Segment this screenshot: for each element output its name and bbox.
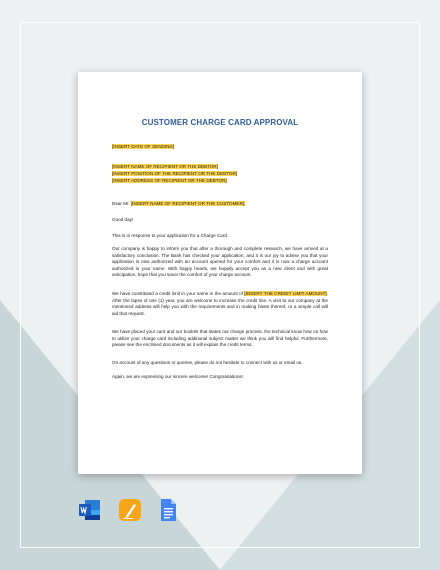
greeting: Good day! — [112, 217, 134, 222]
document-page — [78, 72, 362, 474]
recipient-name-line — [112, 164, 328, 171]
paragraph-3-start: We have constituted a credit limit in your name in the amount of — [112, 291, 245, 296]
salutation-prefix: Dear Mr. — [112, 201, 131, 206]
salutation-placeholder: [INSERT NAME OF RECIPIENT OR THE CUSTOMER], — [130, 201, 246, 206]
recipient-name-placeholder: [INSERT NAME OF RECIPIENT OR THE DEBTOR] — [112, 164, 219, 169]
pages-icon[interactable] — [118, 498, 142, 522]
date-placeholder: [INSERT DATE OF SENDING] — [112, 144, 175, 149]
paragraph-2: Our company is happy to inform you that after a thorough and complete research, we have arrived at a satisfactory conclusion. The Bank has checked your application, and it is our joy to advise you that your application is now authorized with an account opened for your comfort and it is now a charge account authorized in your name. With happy hearts, we happily accept you as a new client and with great anticipation, hope that you savor the comfort of your charge account. — [112, 246, 328, 278]
document-title: CUSTOMER CHARGE CARD APPROVAL — [141, 118, 299, 127]
date-line — [112, 144, 328, 151]
app-icons — [0, 498, 440, 522]
paragraph-3-end: . After the lapse of one (1) year, you are welcome to increase the credit line. A visit to our company at the mentioned address will help you with the requirements and in making haste thereof, or a simple call will aid that request. — [112, 291, 328, 316]
recipient-address-line — [112, 178, 328, 185]
word-icon[interactable] — [78, 498, 102, 522]
paragraph-5: On account of any questions or queries, please do not hesitate to connect with us or email us. — [112, 360, 303, 365]
paragraph-1: This is in response to your application for a Charge Card. — [112, 233, 229, 238]
recipient-position-line — [112, 171, 328, 178]
google-docs-icon[interactable] — [156, 498, 180, 522]
credit-limit-placeholder: [INSERT THE CREDIT LIMIT AMOUNT] — [244, 291, 327, 296]
paragraph-6: Again, we are expressing our sincere welcome! Congratulations! — [112, 374, 243, 379]
recipient-address-placeholder: [INSERT ADDRESS OF RECIPIENT OR THE DEBTOR] — [112, 178, 227, 183]
recipient-position-placeholder: [INSERT POSITION OF THE RECIPIENT OR THE DEBTOR] — [112, 171, 238, 176]
paragraph-4: We have placed your card and our booklet that states our charge process, the technical know how on how to utilize your charge card including additional subject matter we think you will find helpful. Furthermore, please see the enclosed documents as it will explain the credit terms. — [112, 329, 328, 348]
salutation — [112, 201, 328, 208]
paragraph-3 — [112, 291, 328, 317]
